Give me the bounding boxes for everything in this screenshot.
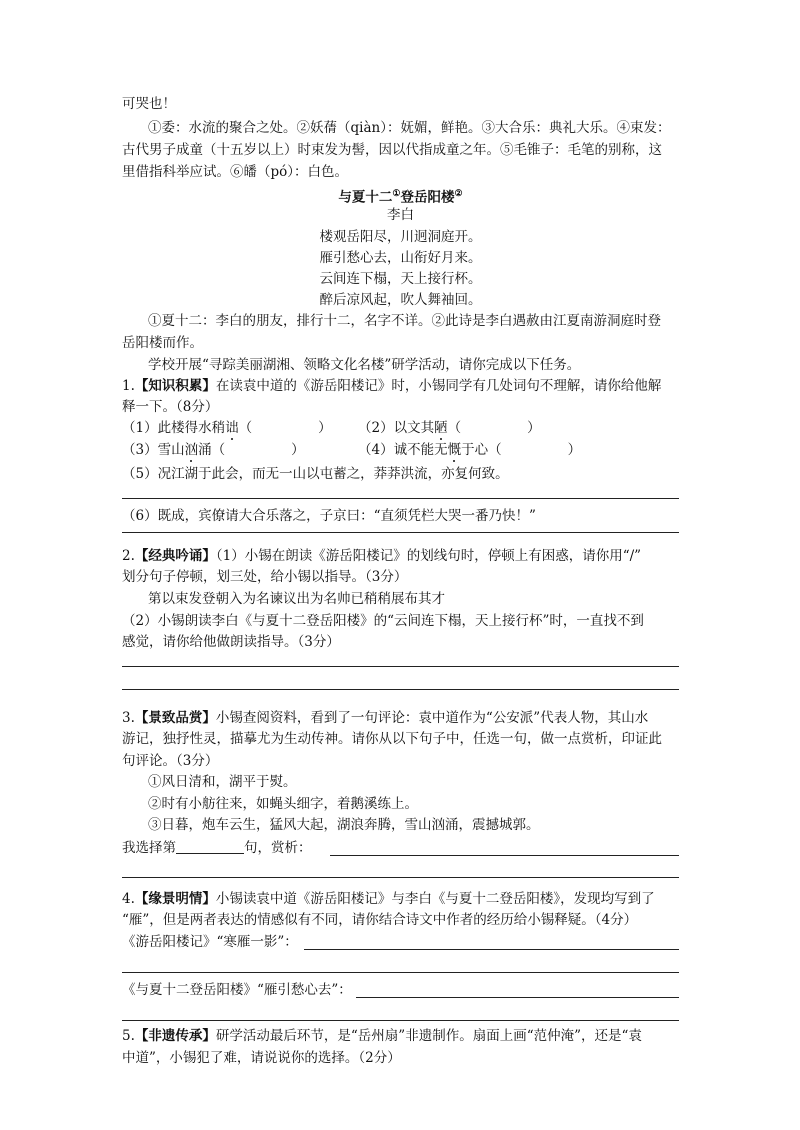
item-text: （2）以文其 bbox=[358, 420, 435, 436]
poem-line: 醉后凉风起，吹人舞袖回。 bbox=[319, 292, 482, 308]
question-text: （1）小锡在朗读《游岳阳楼记》的划线句时，停顿上有困惑，请你用“/” bbox=[215, 548, 642, 564]
choice-blank[interactable] bbox=[176, 839, 244, 854]
q1-item-2 bbox=[358, 418, 541, 438]
question-1-stem-cont: 释一下。（8分） bbox=[122, 399, 219, 415]
q1-item-6: （6）既成，宾僚请大合乐落之，子京曰：“直须凭栏大哭一番乃快！” bbox=[122, 508, 536, 524]
poem-title bbox=[122, 184, 679, 204]
option-3: ③日暮，炮车云生，猛风大起，湖浪奔腾，雪山汹涌，震撼城郭。 bbox=[148, 817, 540, 833]
question-text: 小锡查阅资料，看到了一句评论：袁中道作为“公安派”代表人物，其山水 bbox=[215, 710, 649, 726]
answer-line[interactable] bbox=[122, 877, 679, 878]
poem-note: 岳阳楼而作。 bbox=[122, 335, 203, 351]
poem-note: ①夏十二：李白的朋友，排行十二，名字不详。②此诗是李白遇赦由江夏南游洞庭时登 bbox=[148, 313, 661, 329]
poem-line: 雁引愁心去，山衔好月来。 bbox=[319, 250, 482, 266]
question-2-stem bbox=[122, 546, 641, 566]
question-number: 1. bbox=[122, 378, 135, 394]
question-tag: 【知识积累】 bbox=[134, 378, 216, 394]
q1-item-1 bbox=[122, 418, 332, 438]
answer-line[interactable] bbox=[122, 689, 679, 690]
footnote-mark: ① bbox=[392, 189, 401, 199]
option-2: ②时有小舫往来，如蝇头细字，着鹅溪练上。 bbox=[148, 796, 418, 812]
analysis-label: 句，赏析： bbox=[244, 840, 312, 856]
dotted-char: 陋 bbox=[434, 420, 448, 436]
answer-line[interactable] bbox=[356, 997, 679, 998]
annotation-line: 古代男子成童（十五岁以上）时束发为髻，因以代指成童之年。⑤毛锥子：毛笔的别称，这 bbox=[122, 142, 662, 158]
paren-open: 涌（ bbox=[198, 442, 226, 458]
dotted-char: 汹 bbox=[184, 442, 199, 458]
question-number: 4. bbox=[122, 891, 135, 907]
question-text: 在读袁中道的《游岳阳楼记》时，小锡同学有几处词句不理解，请你给他解 bbox=[215, 378, 662, 394]
answer-line[interactable] bbox=[330, 855, 679, 856]
q1-item-4 bbox=[358, 440, 581, 460]
paren-close: ） bbox=[318, 420, 332, 436]
answer-line[interactable] bbox=[122, 532, 679, 533]
annotation-line: 里借指科举应试。⑥皤（pó）：白色。 bbox=[122, 164, 349, 180]
poem-line: 楼观岳阳尽，川迥洞庭开。 bbox=[319, 229, 482, 245]
sentence-to-divide: 第以束发登朝入为名谏议出为名帅已稍稍展布其才 bbox=[148, 591, 445, 607]
answer-label-2: 《与夏十二登岳阳楼》“雁引愁心去”： bbox=[122, 982, 352, 998]
paren-close: ） bbox=[567, 442, 582, 458]
answer-label-1: 《游岳阳楼记》“寒雁一影”： bbox=[122, 934, 298, 950]
question-text: 研学活动最后环节，是“岳州扇”非遗制作。扇面上画“范仲淹”，还是“袁 bbox=[215, 1028, 642, 1044]
question-tag: 【景致品赏】 bbox=[134, 710, 216, 726]
question-4-stem-cont: “雁”，但是两者表达的情感似有不同，请你结合诗文中作者的经历给小锡释疑。（4分） bbox=[122, 912, 638, 928]
paren-open: 于心（ bbox=[461, 442, 502, 458]
dotted-char: 诎 bbox=[225, 420, 239, 436]
answer-line[interactable] bbox=[122, 1020, 679, 1021]
question-5-stem bbox=[122, 1026, 642, 1046]
paren-open: （ bbox=[238, 420, 253, 436]
question-2-part2: （2）小锡朗读李白《与夏十二登岳阳楼》的“云间连下榻，天上接行杯”时，一直找不到 bbox=[122, 613, 644, 629]
question-tag: 【经典吟诵】 bbox=[134, 548, 216, 564]
annotation-line: ①委：水流的聚合之处。②妖蒨（qiàn）：妩媚，鲜艳。③大合乐：典礼大乐。④束发： bbox=[148, 120, 671, 136]
question-3-stem bbox=[122, 708, 648, 728]
answer-line[interactable] bbox=[122, 666, 679, 667]
question-tag: 【非遗传承】 bbox=[134, 1028, 216, 1044]
choice-label: 我选择第 bbox=[122, 840, 176, 856]
question-3-stem-cont: 句评论。（3分） bbox=[122, 753, 219, 769]
question-number: 2. bbox=[122, 548, 135, 564]
q1-item-5: （5）况江湖于此会，而无一山以屯蓄之，莽莽洪流，亦复何致。 bbox=[122, 466, 509, 482]
question-2-part2-cont: 感觉，请你给他做朗读指导。（3分） bbox=[122, 634, 340, 650]
question-3-stem-cont: 游记，独抒性灵，描摹尤为生动传神。请你从以下句子中，任选一句，做一点赏析，印证此 bbox=[122, 731, 662, 747]
paren-close: ） bbox=[527, 420, 541, 436]
poem-line: 云间连下榻，天上接行杯。 bbox=[319, 271, 482, 287]
option-1: ①风日清和，湖平于熨。 bbox=[148, 774, 297, 790]
answer-line[interactable] bbox=[304, 949, 679, 950]
poem-author: 李白 bbox=[387, 207, 414, 223]
answer-line[interactable] bbox=[122, 972, 679, 973]
item-text: （3）雪山 bbox=[122, 442, 185, 458]
activity-intro: 学校开展“寻踪美丽湖湘、领略文化名楼”研学活动，请你完成以下任务。 bbox=[148, 357, 581, 373]
poem-title-part: 登岳阳楼 bbox=[400, 189, 455, 206]
item-text: （1）此楼得水稍 bbox=[122, 420, 226, 436]
question-5-stem-cont: 中道”，小锡犯了难，请说说你的选择。（2分） bbox=[122, 1050, 401, 1066]
question-tag: 【缘景明情】 bbox=[134, 891, 216, 907]
q1-item-3 bbox=[122, 440, 305, 460]
question-2-stem-cont: 划分句子停顿，划三处，给小锡以指导。（3分） bbox=[122, 569, 408, 585]
question-number: 3. bbox=[122, 710, 135, 726]
paren-close: ） bbox=[291, 442, 305, 458]
dotted-char: 慨 bbox=[447, 442, 462, 458]
answer-line[interactable] bbox=[122, 498, 679, 499]
poem-title-part: 与夏十二 bbox=[338, 189, 393, 206]
question-text: 小锡读袁中道《游岳阳楼记》与李白《与夏十二登岳阳楼》，发现均写到了 bbox=[215, 891, 655, 907]
question-1-stem bbox=[122, 376, 661, 396]
choice-line bbox=[122, 838, 312, 858]
paren-open: （ bbox=[447, 420, 462, 436]
question-number: 5. bbox=[122, 1028, 135, 1044]
footnote-mark: ② bbox=[454, 189, 463, 199]
question-4-stem bbox=[122, 889, 655, 909]
item-text: （4）诚不能无 bbox=[358, 442, 448, 458]
text-ending: 可哭也！ bbox=[122, 96, 176, 112]
